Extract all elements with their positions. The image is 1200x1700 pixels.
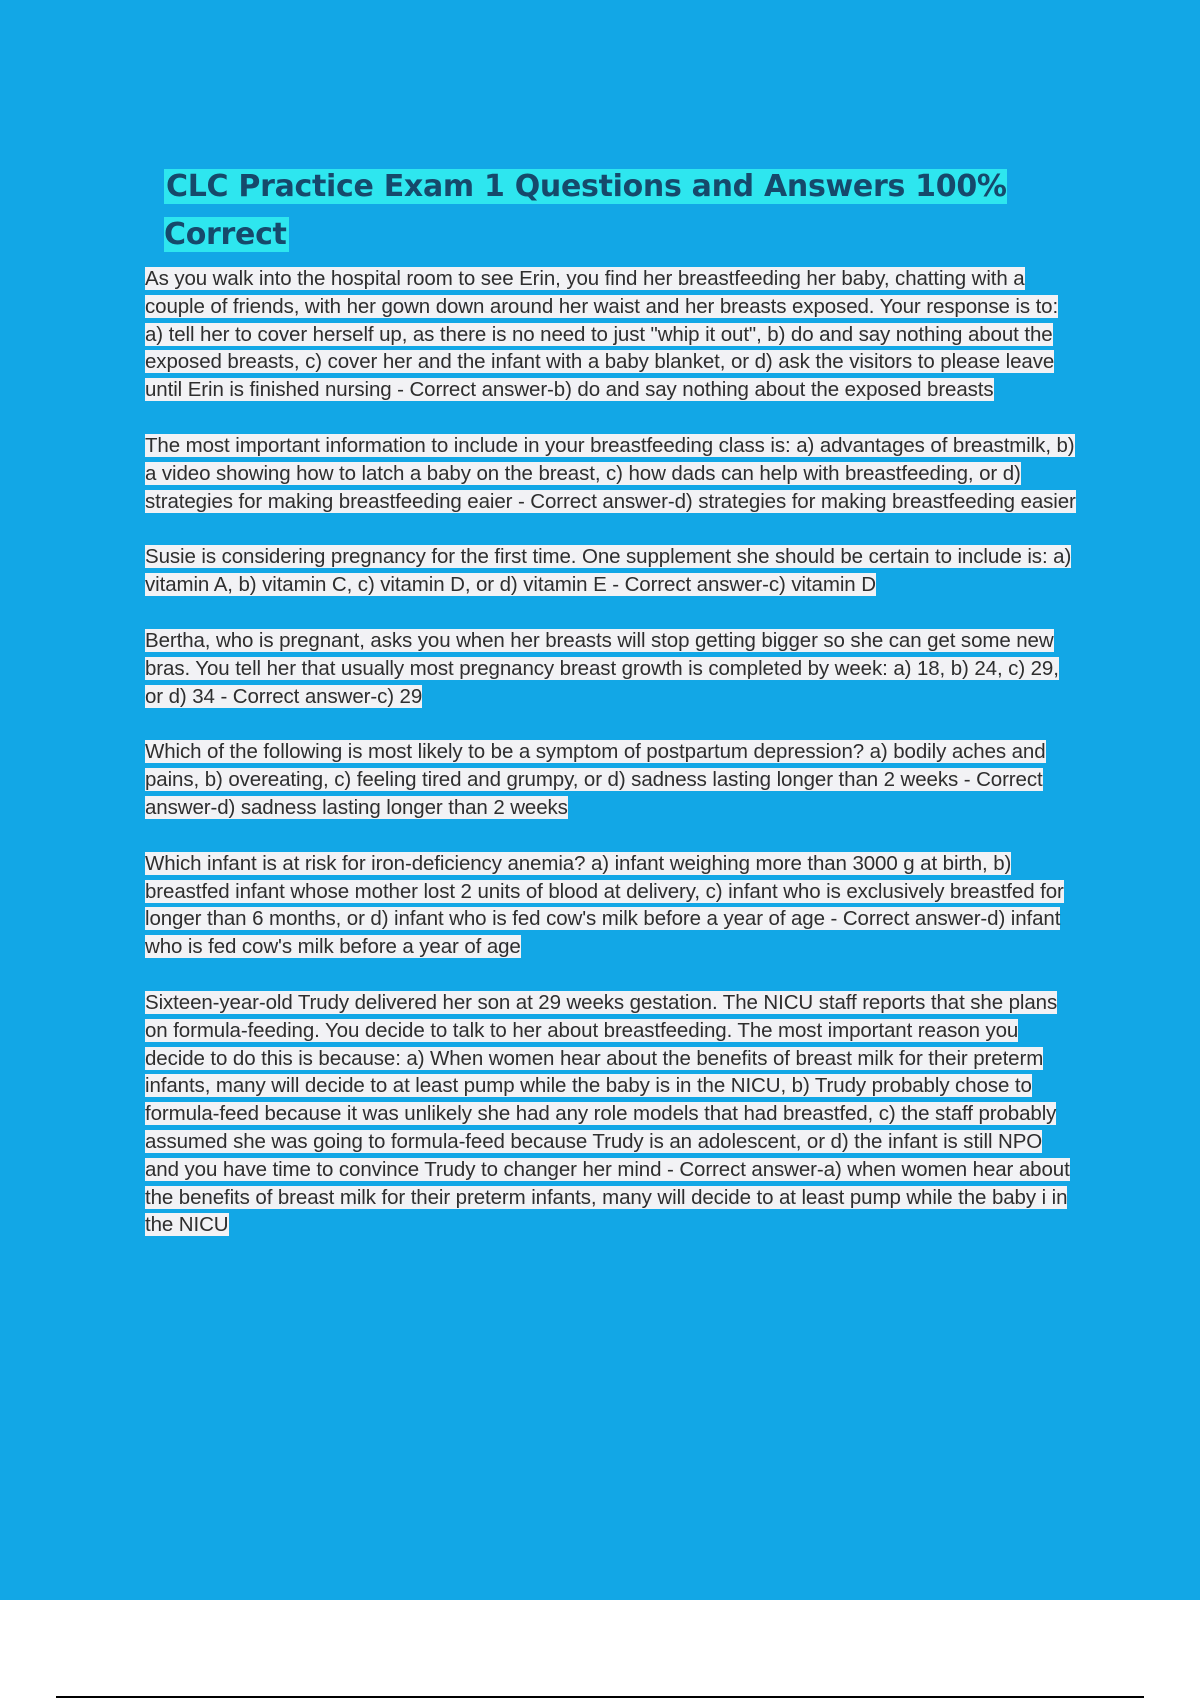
qa-item-text: Which of the following is most likely to be a symptom of postpartum depression? a) bodily aches and pains, b) overeating, c) feeling tired and grumpy, or d) sadness lasting longer than 2 weeks - Correct answer-d) sadness lasting longer than 2 weeks bbox=[145, 740, 1046, 819]
qa-item bbox=[145, 543, 1080, 599]
qa-list bbox=[145, 265, 1080, 1267]
qa-item bbox=[145, 627, 1080, 710]
qa-item-text: Sixteen-year-old Trudy delivered her son at 29 weeks gestation. The NICU staff reports that she plans on formula-feeding. You decide to talk to her about breastfeeding. The most important reason you decide to do this is because: a) When women hear about the benefits of breast milk for their preterm infants, many will decide to at least pump while the baby is in the NICU, b) Trudy probably chose to formula-feed because it was unlikely she had any role models that had breastfed, c) the staff probably assumed she was going to formula-feed because Trudy is an adolescent, or d) the infant is still NPO and you have time to convince Trudy to changer her mind - Correct answer-a) when women hear about the benefits of breast milk for their preterm infants, many will decide to at least pump while the baby i in the NICU bbox=[145, 990, 1070, 1237]
qa-item bbox=[145, 989, 1080, 1239]
footer-divider bbox=[56, 1696, 1144, 1698]
qa-item bbox=[145, 265, 1080, 404]
qa-item-text: Susie is considering pregnancy for the first time. One supplement she should be certain to include is: a) vitamin A, b) vitamin C, c) vitamin D, or d) vitamin E - Correct answer-c) vitamin D bbox=[145, 545, 1072, 597]
qa-item bbox=[145, 850, 1080, 961]
qa-item-text: As you walk into the hospital room to see Erin, you find her breastfeeding her baby, chatting with a couple of friends, with her gown down around her waist and her breasts exposed. Your response is to: a) tell her to cover herself up, as there is no need to just "whip it out", b) do and say nothing about the exposed breasts, c) cover her and the infant with a baby blanket, or d) ask the visitors to please leave until Erin is finished nursing - Correct answer-b) do and say nothing about the exposed breasts bbox=[145, 267, 1059, 402]
qa-item bbox=[145, 738, 1080, 821]
qa-item-text: Bertha, who is pregnant, asks you when her breasts will stop getting bigger so she can get some new bras. You tell her that usually most pregnancy breast growth is completed by week: a) 18, b) 24, c) 29, or d) 34 - Correct answer-c) 29 bbox=[145, 628, 1059, 708]
title-block bbox=[164, 163, 1072, 259]
page-title: CLC Practice Exam 1 Questions and Answers 100% Correct bbox=[164, 169, 1007, 252]
qa-item bbox=[145, 432, 1080, 515]
qa-item-text: The most important information to include in your breastfeeding class is: a) advantages of breastmilk, b) a video showing how to latch a baby on the breast, c) how dads can help with breastfeeding, or d) strategies for making breastfeeding eaier - Correct answer-d) strategies for making breastfeeding easier bbox=[145, 433, 1076, 513]
qa-item-text: Which infant is at risk for iron-deficiency anemia? a) infant weighing more than 3000 g at birth, b) breastfed infant whose mother lost 2 units of blood at delivery, c) infant who is exclusively breastfed for longer than 6 months, or d) infant who is fed cow's milk before a year of age - Correct answer-d) infant who is fed cow's milk before a year of age bbox=[145, 851, 1064, 959]
